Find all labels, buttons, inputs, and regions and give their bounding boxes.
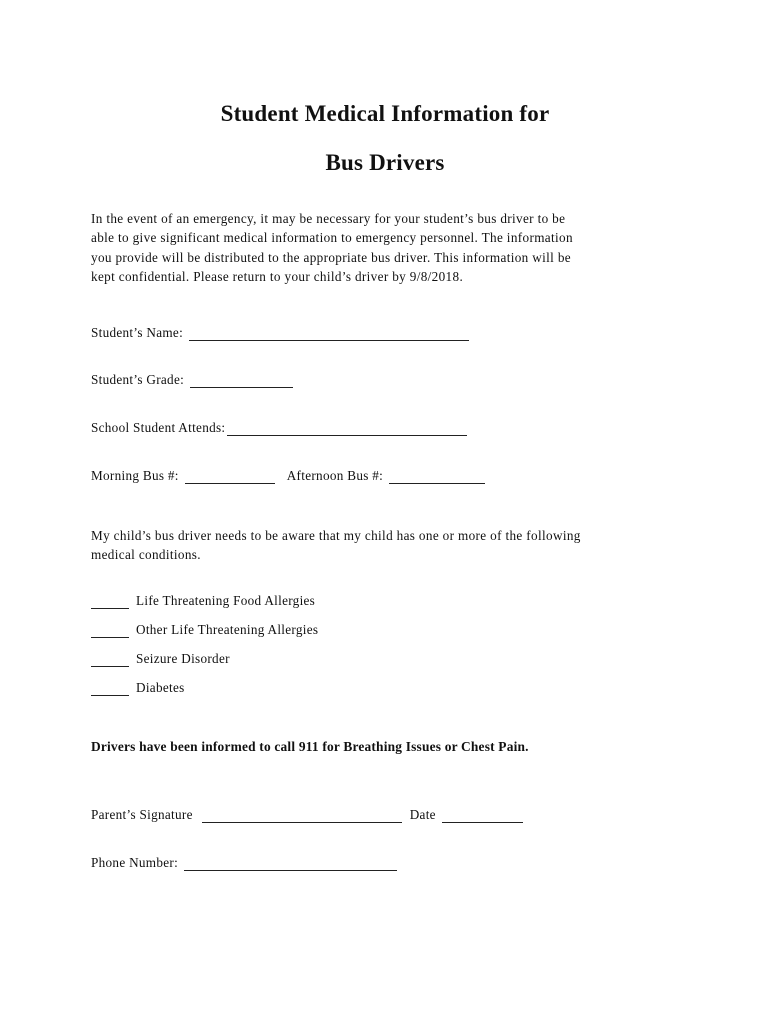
student-name-field [91, 325, 469, 341]
date-blank [442, 809, 523, 823]
conditions-intro-line: medical conditions. [91, 547, 201, 563]
morning-bus-blank [185, 470, 275, 484]
condition-check-blank [91, 624, 129, 638]
condition-item [91, 593, 315, 609]
intro-line: able to give significant medical information to emergency personnel. The information [91, 230, 573, 246]
condition-label: Life Threatening Food Allergies [136, 593, 316, 608]
signature-row [91, 807, 523, 823]
intro-line: you provide will be distributed to the appropriate bus driver. This information will be [91, 249, 571, 265]
condition-label: Diabetes [136, 680, 185, 695]
form-title-line1: Student Medical Information for [220, 101, 550, 126]
parent-signature-blank [202, 809, 402, 823]
conditions-intro [91, 526, 681, 565]
school-blank [227, 422, 467, 436]
morning-bus-label: Morning Bus #: [91, 468, 179, 483]
student-grade-label: Student’s Grade: [91, 372, 185, 387]
condition-item [91, 651, 230, 667]
condition-item [91, 680, 185, 696]
student-grade-blank [190, 374, 293, 388]
condition-check-blank [91, 595, 129, 609]
intro-line: In the event of an emergency, it may be necessary for your student’s bus driver to be [91, 211, 566, 226]
intro-paragraph [91, 209, 676, 286]
condition-label: Other Life Threatening Allergies [136, 622, 319, 637]
conditions-intro-line: My child’s bus driver needs to be aware that my child has one or more of the following [91, 528, 581, 543]
afternoon-bus-blank [389, 470, 485, 484]
parent-signature-label: Parent’s Signature [91, 807, 193, 822]
bus-number-fields [91, 468, 485, 484]
student-name-label: Student’s Name: [91, 325, 184, 340]
form-title-line2: Bus Drivers [325, 150, 445, 175]
student-grade-field [91, 372, 293, 388]
phone-row [91, 855, 397, 871]
date-label: Date [409, 807, 436, 822]
afternoon-bus-label: Afternoon Bus #: [286, 468, 384, 483]
condition-item [91, 622, 318, 638]
student-name-blank [189, 327, 469, 341]
emergency-notice: Drivers have been informed to call 911 for Breathing Issues or Chest Pain. [91, 739, 529, 754]
phone-blank [184, 857, 397, 871]
school-label: School Student Attends: [91, 420, 226, 435]
condition-check-blank [91, 682, 129, 696]
intro-line: kept confidential. Please return to your child’s driver by 9/8/2018. [91, 268, 464, 284]
condition-check-blank [91, 653, 129, 667]
condition-label: Seizure Disorder [136, 651, 230, 666]
phone-label: Phone Number: [91, 855, 179, 870]
school-field [91, 420, 467, 436]
